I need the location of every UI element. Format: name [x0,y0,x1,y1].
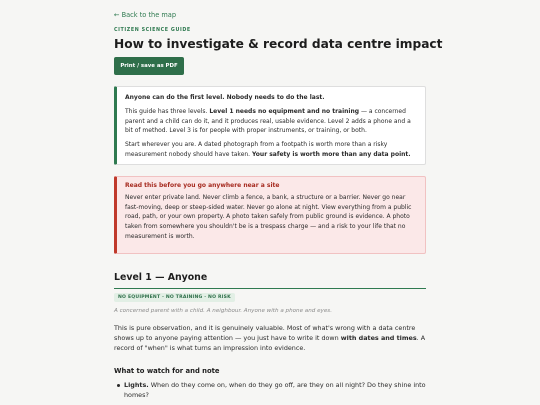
intro-p1-emphasis: Level 1 needs no equipment and no training [209,107,360,115]
intro-card [114,86,426,165]
warning-heading: Read this before you go anywhere near a site [125,182,280,189]
level-1-badge: NO EQUIPMENT · NO TRAINING · NO RISK [114,293,235,302]
section-divider [114,288,426,289]
page-title: How to investigate & record data centre impact [114,37,443,51]
level-1-body [114,323,426,354]
intro-p2-text: Start wherever you are. A dated photograph from a footpath is worth more than a risky measurement nobody should have taken. [125,141,388,158]
level-1-body-emphasis: with dates and times [340,334,417,343]
level-1-body-text-end: . A record of "when" is what turns an impression into evidence. [114,334,426,353]
list-item-text: When do they come on, when do they go off, are they on all night? Do they shine into homes? [124,381,426,400]
watch-list [114,380,426,400]
list-item [114,380,426,400]
guide-kicker: CITIZEN SCIENCE GUIDE [114,28,191,33]
back-to-map-link[interactable]: ← Back to the map [114,11,177,19]
list-item-label: Lights. [124,381,149,389]
watch-for-heading: What to watch for and note [114,367,220,375]
intro-heading: Anyone can do the first level. Nobody needs to do the last. [125,94,325,101]
safety-warning-card [114,176,426,254]
intro-p2-emphasis: Your safety is worth more than any data point. [252,150,411,158]
intro-p1-text: This guide has three levels. [125,107,210,115]
intro-paragraph-1 [125,107,417,136]
level-1-body-text: This is pure observation, and it is genuinely valuable. Most of what's wrong with a data centre shows up to anyone paying attention — you just have to write it down [114,324,416,343]
intro-paragraph-2 [125,140,417,160]
print-save-pdf-button[interactable]: Print / save as PDF [114,57,184,75]
level-1-subtitle: A concerned parent with a child. A neighbour. Anyone with a phone and eyes. [114,308,332,314]
intro-p1-text-end: — a concerned parent and a child can do it, and it produces real, usable evidence. Level 2 adds a phone and a bit of method. Level 3 is for people with proper instruments, or training, or both. [125,107,411,135]
bullet-icon [117,384,120,387]
warning-text: Never enter private land. Never climb a fence, a bank, a structure or a barrier. Never go near fast-moving, deep or steep-sided water. Never go alone at night. View everything from a public road, path, or your own property. A photo taken safely from public ground is evidence. A photo taken from somewhere you shouldn't be is a trespass charge — and a risk to your life that no measurement is worth. [125,193,412,240]
level-1-heading: Level 1 — Anyone [114,272,208,283]
